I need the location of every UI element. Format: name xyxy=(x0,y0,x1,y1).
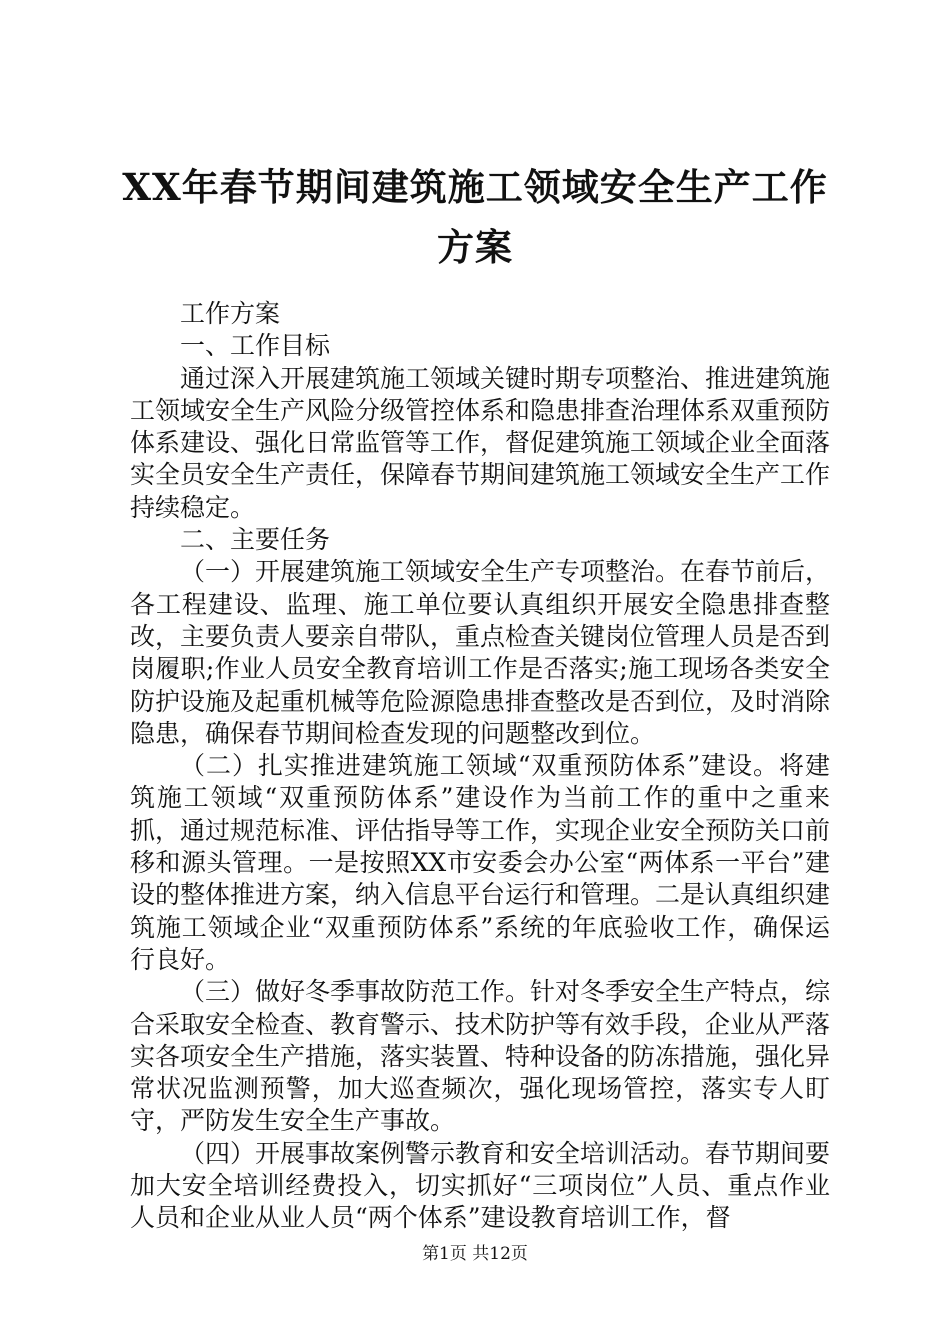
document-title: XX年春节期间建筑施工领域安全生产工作方案 xyxy=(122,165,828,269)
paragraph-goals: 通过深入开展建筑施工领域关键时期专项整治、推进建筑施工领域安全生产风险分级管控体系和隐患排查治理体系双重预防体系建设、强化日常监管等工作，督促建筑施工领域企业全面落实全员安全生产责任，保障春节期间建筑施工领域安全生产工作持续稳定。 xyxy=(130,363,831,522)
paragraph-task-3: （三）做好冬季事故防范工作。针对冬季安全生产特点，综合采取安全检查、教育警示、技术防护等有效手段，企业从严落实各项安全生产措施，落实装置、特种设备的防冻措施，强化异常状况监测预警，加大巡查频次，强化现场管控，落实专人盯守，严防发生安全生产事故。 xyxy=(130,977,831,1136)
paragraph-task-4: （四）开展事故案例警示教育和安全培训活动。春节期间要加大安全培训经费投入，切实抓好“三项岗位”人员、重点作业人员和企业从业人员“两个体系”建设教育培训工作，督 xyxy=(130,1138,831,1233)
section-label: 工作方案 xyxy=(180,299,281,328)
document-body xyxy=(130,298,830,1235)
paragraph-task-1: （一）开展建筑施工领域安全生产专项整治。在春节前后，各工程建设、监理、施工单位要认真组织开展安全隐患排查整改，主要负责人要亲自带队，重点检查关键岗位管理人员是否到岗履职;作业人员安全教育培训工作是否落实;施工现场各类安全防护设施及起重机械等危险源隐患排查整改是否到位，及时消除隐患，确保春节期间检查发现的问题整改到位。 xyxy=(130,557,831,748)
section-heading-goals: 一、工作目标 xyxy=(180,331,331,361)
paragraph-task-2: （二）扎实推进建筑施工领域“双重预防体系”建设。将建筑施工领域“双重预防体系”建设作为当前工作的重中之重来抓，通过规范标准、评估指导等工作，实现企业安全预防关口前移和源头管理。一是按照XX市安委会办公室“两体系一平台”建设的整体推进方案，纳入信息平台运行和管理。二是认真组织建筑施工领域企业“双重预防体系”系统的年底验收工作，确保运行良好。 xyxy=(130,751,831,974)
page-footer: 第1页 共12页 xyxy=(422,1244,528,1264)
section-heading-tasks: 二、主要任务 xyxy=(180,525,331,555)
